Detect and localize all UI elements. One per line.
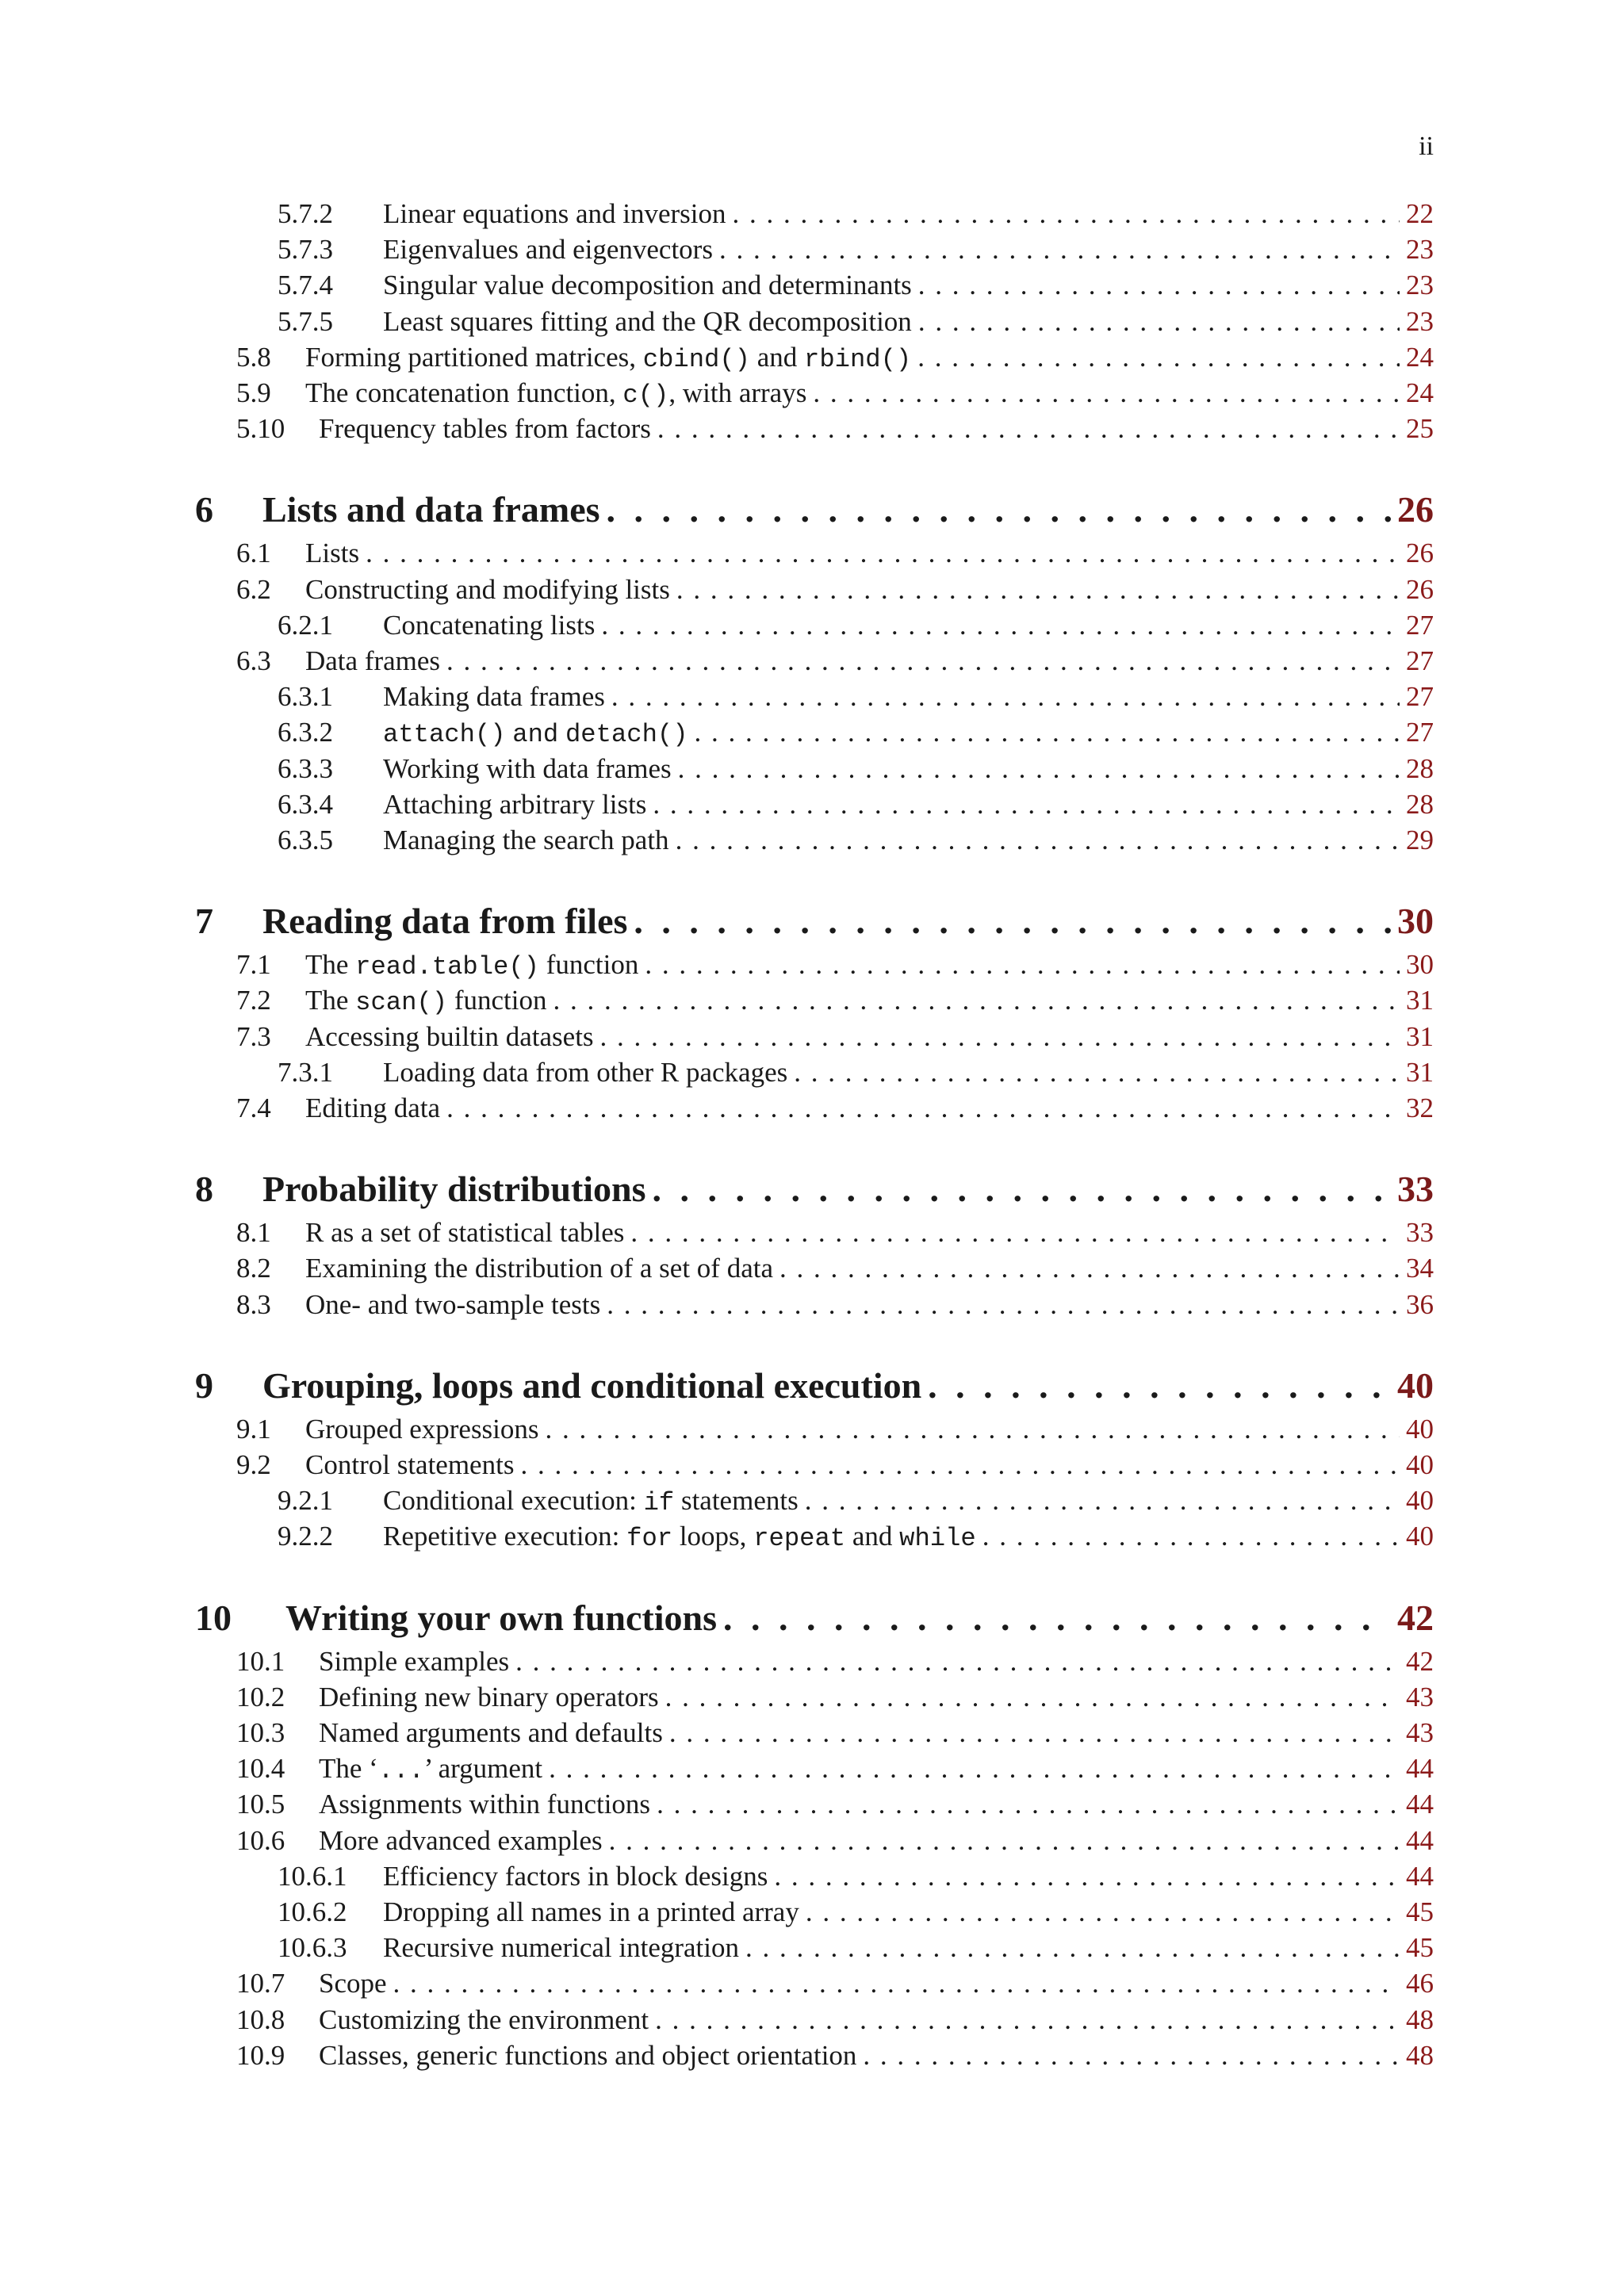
page-link[interactable]: 40 bbox=[1397, 1364, 1434, 1406]
toc-chapter-entry[interactable] bbox=[195, 1165, 1434, 1213]
page-link[interactable]: 42 bbox=[1406, 1645, 1434, 1677]
title-text: More advanced examples bbox=[319, 1824, 603, 1856]
section-title bbox=[319, 1965, 387, 2001]
title-text: Accessing builtin datasets bbox=[305, 1020, 594, 1052]
dot-leader bbox=[601, 607, 1400, 643]
title-text: , with arrays bbox=[668, 377, 807, 408]
title-text: ’ argument bbox=[423, 1753, 543, 1785]
section-title bbox=[262, 897, 627, 945]
section-title bbox=[305, 535, 359, 571]
toc-section-entry[interactable] bbox=[236, 982, 1434, 1018]
section-title bbox=[305, 1019, 594, 1054]
code-fragment: attach() bbox=[383, 720, 506, 750]
section-number: 6.2 bbox=[236, 573, 271, 605]
section-number: 6.3.5 bbox=[278, 825, 333, 855]
dot-leader bbox=[520, 1447, 1400, 1483]
toc-section-entry[interactable] bbox=[236, 535, 1434, 571]
section-title bbox=[383, 304, 912, 339]
toc-section-entry[interactable] bbox=[278, 1518, 1434, 1554]
title-text: Data frames bbox=[305, 645, 441, 676]
section-title bbox=[305, 1411, 539, 1447]
dot-leader bbox=[366, 535, 1400, 571]
toc-section-entry[interactable] bbox=[278, 1930, 1434, 1965]
page-link[interactable]: 28 bbox=[1406, 752, 1434, 784]
section-number: 7.4 bbox=[236, 1093, 271, 1123]
dot-leader bbox=[665, 1679, 1400, 1715]
page-link[interactable]: 26 bbox=[1397, 489, 1434, 530]
section-number: 6.3.1 bbox=[278, 681, 333, 713]
dot-leader bbox=[779, 1250, 1400, 1286]
page-link[interactable]: 40 bbox=[1406, 1521, 1434, 1552]
toc-section-entry[interactable] bbox=[278, 1858, 1434, 1894]
section-number: 7 bbox=[195, 901, 213, 942]
section-number: 7.2 bbox=[236, 985, 271, 1016]
page-link[interactable]: 44 bbox=[1406, 1753, 1434, 1785]
title-text: Grouping, loops and conditional execution bbox=[262, 1364, 922, 1406]
title-text: The bbox=[305, 985, 356, 1016]
section-title bbox=[383, 1930, 739, 1965]
section-title bbox=[262, 1362, 921, 1410]
page-link[interactable]: 24 bbox=[1406, 341, 1434, 373]
title-text: Classes, generic functions and object orientation bbox=[319, 2039, 857, 2071]
section-number: 6 bbox=[195, 489, 213, 530]
title-text: R as a set of statistical tables bbox=[305, 1217, 625, 1249]
title-text: Simple examples bbox=[319, 1645, 510, 1677]
toc-section-entry[interactable] bbox=[236, 1215, 1434, 1250]
toc-section-entry[interactable] bbox=[236, 411, 1434, 446]
toc-section-entry[interactable] bbox=[278, 267, 1434, 303]
code-fragment: read.table() bbox=[355, 952, 539, 982]
section-title bbox=[383, 1054, 787, 1090]
section-title bbox=[305, 982, 546, 1020]
title-text: Named arguments and defaults bbox=[319, 1717, 663, 1748]
section-number: 8.1 bbox=[236, 1217, 271, 1249]
section-title bbox=[319, 1823, 603, 1858]
dot-leader bbox=[607, 486, 1391, 534]
section-number: 8.3 bbox=[236, 1288, 271, 1320]
toc-section-entry[interactable] bbox=[278, 196, 1434, 232]
toc-section-entry[interactable] bbox=[236, 2002, 1434, 2038]
dot-leader bbox=[611, 679, 1400, 714]
toc-section-entry[interactable] bbox=[236, 339, 1434, 375]
title-text: Managing the search path bbox=[383, 825, 669, 855]
section-number: 6.2.1 bbox=[278, 609, 333, 641]
dot-leader bbox=[393, 1965, 1400, 2001]
page-link[interactable]: 26 bbox=[1406, 538, 1434, 569]
dot-leader bbox=[630, 1215, 1400, 1250]
page-link[interactable]: 33 bbox=[1406, 1217, 1434, 1249]
toc-section-entry[interactable] bbox=[278, 1894, 1434, 1930]
toc-section-entry[interactable] bbox=[278, 1483, 1434, 1518]
section-title bbox=[383, 607, 595, 643]
page-link[interactable]: 44 bbox=[1406, 1789, 1434, 1820]
title-text: Dropping all names in a printed array bbox=[383, 1896, 799, 1927]
toc-section-entry[interactable] bbox=[236, 572, 1434, 607]
section-title bbox=[305, 1090, 440, 1126]
page-link[interactable]: 27 bbox=[1406, 717, 1434, 748]
toc-section-entry[interactable] bbox=[236, 1287, 1434, 1322]
title-text bbox=[506, 717, 513, 748]
dot-leader bbox=[600, 1019, 1400, 1054]
dot-leader bbox=[634, 897, 1391, 945]
section-number: 9.2.2 bbox=[278, 1521, 333, 1552]
dot-leader bbox=[655, 2002, 1400, 2038]
title-text: Control statements bbox=[305, 1449, 515, 1480]
toc-section-entry[interactable] bbox=[236, 1786, 1434, 1822]
section-title bbox=[383, 714, 688, 752]
page-link[interactable]: 45 bbox=[1406, 1896, 1434, 1927]
section-title bbox=[305, 1215, 624, 1250]
title-text: Recursive numerical integration bbox=[383, 1932, 740, 1964]
section-number: 9.1 bbox=[236, 1413, 271, 1445]
page-link[interactable]: 40 bbox=[1406, 1485, 1434, 1517]
toc-section-entry[interactable] bbox=[278, 232, 1434, 267]
page-link[interactable]: 33 bbox=[1397, 1169, 1434, 1210]
dot-leader bbox=[918, 267, 1400, 303]
code-fragment: for bbox=[626, 1524, 673, 1554]
dot-leader bbox=[676, 822, 1400, 858]
page-link[interactable]: 31 bbox=[1406, 1020, 1434, 1052]
dot-leader bbox=[678, 751, 1400, 786]
section-number: 10 bbox=[195, 1597, 232, 1638]
section-number: 5.9 bbox=[236, 377, 271, 408]
toc-section-entry[interactable] bbox=[236, 947, 1434, 982]
title-text: Reading data from files bbox=[262, 901, 628, 942]
section-number: 10.7 bbox=[236, 1968, 285, 1999]
dot-leader bbox=[446, 643, 1400, 679]
section-number: 10.4 bbox=[236, 1753, 285, 1785]
dot-leader bbox=[774, 1858, 1400, 1894]
page-link[interactable]: 40 bbox=[1406, 1449, 1434, 1480]
toc-section-entry[interactable] bbox=[236, 1823, 1434, 1858]
page-link[interactable]: 45 bbox=[1406, 1932, 1434, 1964]
dot-leader bbox=[719, 232, 1400, 267]
toc-section-entry[interactable] bbox=[278, 822, 1434, 858]
toc-chapter-entry[interactable] bbox=[195, 486, 1434, 534]
dot-leader bbox=[928, 1362, 1391, 1410]
page-link[interactable]: 30 bbox=[1406, 949, 1434, 981]
section-number: 6.1 bbox=[236, 538, 271, 569]
page-number: ii bbox=[1419, 132, 1434, 161]
section-title bbox=[383, 786, 646, 822]
toc-section-entry[interactable] bbox=[236, 1965, 1434, 2001]
code-fragment: cbind() bbox=[642, 344, 750, 374]
title-text: One- and two-sample tests bbox=[305, 1288, 601, 1320]
title-text: Editing data bbox=[305, 1093, 441, 1123]
section-number: 5.8 bbox=[236, 341, 271, 373]
toc-chapter-entry[interactable] bbox=[195, 1362, 1434, 1410]
toc-section-entry[interactable] bbox=[236, 1679, 1434, 1715]
page-link[interactable]: 48 bbox=[1406, 2039, 1434, 2071]
section-title bbox=[305, 1287, 600, 1322]
section-number: 9 bbox=[195, 1364, 213, 1406]
page-link[interactable]: 34 bbox=[1406, 1253, 1434, 1284]
page-link[interactable]: 27 bbox=[1406, 645, 1434, 676]
dot-leader bbox=[549, 1751, 1400, 1786]
toc-section-entry[interactable] bbox=[278, 304, 1434, 339]
title-text: Loading data from other R packages bbox=[383, 1056, 788, 1088]
section-number: 6.3 bbox=[236, 645, 271, 676]
page-link[interactable]: 44 bbox=[1406, 1824, 1434, 1856]
section-number: 7.3 bbox=[236, 1020, 271, 1052]
dot-leader bbox=[806, 1894, 1400, 1930]
section-title bbox=[305, 1250, 773, 1286]
title-text: The bbox=[305, 949, 356, 981]
toc-section-entry[interactable] bbox=[236, 2038, 1434, 2073]
title-text: Conditional execution: bbox=[383, 1485, 644, 1517]
section-number: 7.1 bbox=[236, 949, 271, 981]
section-title bbox=[262, 1165, 646, 1213]
title-text: Working with data frames bbox=[383, 752, 672, 784]
code-fragment: c() bbox=[622, 381, 669, 410]
page-link[interactable]: 26 bbox=[1406, 573, 1434, 605]
dot-leader bbox=[982, 1518, 1400, 1554]
title-text: Eigenvalues and eigenvectors bbox=[383, 234, 713, 266]
page-link[interactable]: 23 bbox=[1406, 234, 1434, 266]
section-number: 5.7.2 bbox=[278, 198, 333, 229]
dot-leader bbox=[863, 2038, 1400, 2073]
section-title bbox=[319, 1644, 509, 1679]
toc-section-entry[interactable] bbox=[236, 1090, 1434, 1126]
page-link[interactable]: 27 bbox=[1406, 681, 1434, 713]
section-number: 5.7.4 bbox=[278, 270, 333, 301]
dot-leader bbox=[657, 411, 1400, 446]
section-title bbox=[383, 679, 605, 714]
section-title bbox=[305, 339, 911, 377]
toc-section-entry[interactable] bbox=[278, 607, 1434, 643]
title-text: The ‘ bbox=[319, 1753, 378, 1785]
toc-section-entry[interactable] bbox=[278, 751, 1434, 786]
title-text: The concatenation function, bbox=[305, 377, 623, 408]
dot-leader bbox=[446, 1090, 1400, 1126]
dot-leader bbox=[645, 947, 1400, 982]
section-title bbox=[319, 1751, 542, 1789]
title-text: Lists and data frames bbox=[262, 489, 600, 530]
section-number: 7.3.1 bbox=[278, 1056, 333, 1088]
page-link[interactable]: 43 bbox=[1406, 1717, 1434, 1748]
page-link[interactable]: 46 bbox=[1406, 1968, 1434, 1999]
title-text: and bbox=[749, 341, 805, 373]
section-title bbox=[383, 232, 713, 267]
section-title bbox=[383, 1858, 768, 1894]
section-number: 10.6.3 bbox=[278, 1932, 347, 1964]
title-text: function bbox=[447, 985, 547, 1016]
toc-section-entry[interactable] bbox=[236, 1447, 1434, 1483]
dot-leader bbox=[917, 339, 1400, 375]
section-number: 5.10 bbox=[236, 413, 285, 445]
dot-leader bbox=[723, 1594, 1391, 1642]
dot-leader bbox=[515, 1644, 1400, 1679]
section-title bbox=[305, 375, 806, 413]
page-link[interactable]: 25 bbox=[1406, 413, 1434, 445]
dot-leader bbox=[745, 1930, 1400, 1965]
page-link[interactable]: 31 bbox=[1406, 985, 1434, 1016]
section-number: 5.7.5 bbox=[278, 305, 333, 337]
page-link[interactable]: 42 bbox=[1397, 1597, 1434, 1638]
toc-section-entry[interactable] bbox=[236, 1250, 1434, 1286]
section-title bbox=[383, 1483, 799, 1521]
section-title bbox=[383, 1894, 799, 1930]
section-title bbox=[305, 643, 440, 679]
toc-chapter-entry[interactable] bbox=[195, 897, 1434, 945]
section-title bbox=[262, 486, 600, 534]
code-fragment: if bbox=[643, 1488, 675, 1518]
section-number: 10.6.1 bbox=[278, 1860, 347, 1892]
title-text: loops, bbox=[672, 1521, 754, 1552]
section-title bbox=[305, 572, 670, 607]
dot-leader bbox=[695, 714, 1400, 750]
title-text: Frequency tables from factors bbox=[319, 413, 651, 445]
title-text: Examining the distribution of a set of data bbox=[305, 1253, 774, 1284]
section-number: 10.5 bbox=[236, 1789, 285, 1820]
title-text: Efficiency factors in block designs bbox=[383, 1860, 768, 1892]
code-fragment: detach() bbox=[565, 720, 688, 750]
section-number: 6.3.4 bbox=[278, 788, 333, 820]
title-text: Writing your own functions bbox=[285, 1597, 718, 1638]
section-title bbox=[319, 2002, 649, 2038]
section-number: 6.3.3 bbox=[278, 752, 333, 784]
title-text: Linear equations and inversion bbox=[383, 198, 726, 229]
toc-section-entry[interactable] bbox=[236, 1715, 1434, 1751]
toc-section-entry[interactable] bbox=[278, 786, 1434, 822]
code-fragment: scan() bbox=[355, 988, 448, 1018]
section-number: 10.8 bbox=[236, 2003, 285, 2035]
section-title bbox=[383, 267, 912, 303]
section-number: 10.3 bbox=[236, 1717, 285, 1748]
title-text: Assignments within functions bbox=[319, 1789, 651, 1820]
page-link[interactable]: 31 bbox=[1406, 1056, 1434, 1088]
section-number: 10.6.2 bbox=[278, 1896, 347, 1927]
dot-leader bbox=[918, 304, 1400, 339]
page-link[interactable]: 36 bbox=[1406, 1288, 1434, 1320]
dot-leader bbox=[653, 786, 1400, 822]
dot-leader bbox=[805, 1483, 1400, 1518]
page-link[interactable]: 29 bbox=[1406, 825, 1434, 855]
title-text: Forming partitioned matrices, bbox=[305, 341, 643, 373]
title-text: Customizing the environment bbox=[319, 2003, 649, 2035]
section-number: 9.2.1 bbox=[278, 1485, 333, 1517]
page-link[interactable]: 44 bbox=[1406, 1860, 1434, 1892]
toc-section-entry[interactable] bbox=[236, 1644, 1434, 1679]
section-number: 10.2 bbox=[236, 1681, 285, 1712]
toc-section-entry[interactable] bbox=[278, 714, 1434, 750]
title-text: Defining new binary operators bbox=[319, 1681, 659, 1712]
toc-section-entry[interactable] bbox=[236, 1751, 1434, 1786]
dot-leader bbox=[607, 1287, 1400, 1322]
code-fragment: repeat bbox=[753, 1524, 846, 1554]
section-number: 8 bbox=[195, 1169, 213, 1210]
title-text: statements bbox=[674, 1485, 799, 1517]
dot-leader bbox=[794, 1054, 1400, 1090]
section-number: 10.1 bbox=[236, 1645, 285, 1677]
page-link[interactable]: 40 bbox=[1406, 1413, 1434, 1445]
page-link[interactable]: 32 bbox=[1406, 1093, 1434, 1123]
code-fragment: while bbox=[899, 1524, 976, 1554]
section-number: 6.3.2 bbox=[278, 717, 333, 748]
section-number: 5.7.3 bbox=[278, 234, 333, 266]
section-title bbox=[383, 1518, 976, 1556]
section-title bbox=[319, 1786, 650, 1822]
toc-section-entry[interactable] bbox=[236, 643, 1434, 679]
dot-leader bbox=[657, 1786, 1400, 1822]
section-title bbox=[319, 2038, 856, 2073]
section-title bbox=[285, 1594, 717, 1642]
section-number: 10.9 bbox=[236, 2039, 285, 2071]
dot-leader bbox=[676, 572, 1400, 607]
section-title bbox=[383, 751, 672, 786]
dot-leader bbox=[546, 1411, 1400, 1447]
page-link[interactable]: 30 bbox=[1397, 901, 1434, 942]
title-text: Scope bbox=[319, 1968, 387, 1999]
code-fragment: and bbox=[512, 720, 559, 750]
dot-leader bbox=[609, 1823, 1400, 1858]
section-title bbox=[319, 1679, 659, 1715]
page-link[interactable]: 23 bbox=[1406, 270, 1434, 301]
toc-chapter-entry[interactable] bbox=[195, 1594, 1434, 1642]
code-fragment: rbind() bbox=[804, 344, 912, 374]
title-text: Singular value decomposition and determinants bbox=[383, 270, 912, 301]
title-text: and bbox=[845, 1521, 900, 1552]
toc-section-entry[interactable] bbox=[278, 1054, 1434, 1090]
section-title bbox=[305, 1447, 514, 1483]
section-title bbox=[319, 1715, 663, 1751]
page-link[interactable]: 24 bbox=[1406, 377, 1434, 408]
title-text: Concatenating lists bbox=[383, 609, 596, 641]
toc-section-entry[interactable] bbox=[278, 679, 1434, 714]
toc-section-entry[interactable] bbox=[236, 1019, 1434, 1054]
page-link[interactable]: 43 bbox=[1406, 1681, 1434, 1712]
title-text: Repetitive execution: bbox=[383, 1521, 627, 1552]
title-text: Constructing and modifying lists bbox=[305, 573, 670, 605]
toc-section-entry[interactable] bbox=[236, 375, 1434, 411]
page-link[interactable]: 22 bbox=[1406, 198, 1434, 229]
title-text: Lists bbox=[305, 538, 360, 569]
section-title bbox=[319, 411, 651, 446]
title-text: Making data frames bbox=[383, 681, 605, 713]
section-title bbox=[383, 196, 726, 232]
title-text: function bbox=[538, 949, 639, 981]
page-link[interactable]: 27 bbox=[1406, 609, 1434, 641]
title-text: Least squares fitting and the QR decomposition bbox=[383, 305, 912, 337]
section-number: 9.2 bbox=[236, 1449, 271, 1480]
title-text: Attaching arbitrary lists bbox=[383, 788, 647, 820]
title-text: Probability distributions bbox=[262, 1169, 646, 1210]
dot-leader bbox=[669, 1715, 1400, 1751]
page-link[interactable]: 28 bbox=[1406, 788, 1434, 820]
section-title bbox=[383, 822, 669, 858]
code-fragment: ... bbox=[377, 1756, 424, 1786]
page-link[interactable]: 48 bbox=[1406, 2003, 1434, 2035]
section-number: 8.2 bbox=[236, 1253, 271, 1284]
section-number: 10.6 bbox=[236, 1824, 285, 1856]
title-text: Grouped expressions bbox=[305, 1413, 539, 1445]
toc-section-entry[interactable] bbox=[236, 1411, 1434, 1447]
title-text bbox=[558, 717, 565, 748]
dot-leader bbox=[553, 982, 1400, 1018]
section-title bbox=[305, 947, 638, 985]
page-link[interactable]: 23 bbox=[1406, 305, 1434, 337]
dot-leader bbox=[653, 1165, 1391, 1213]
dot-leader bbox=[733, 196, 1400, 232]
dot-leader bbox=[813, 375, 1400, 411]
